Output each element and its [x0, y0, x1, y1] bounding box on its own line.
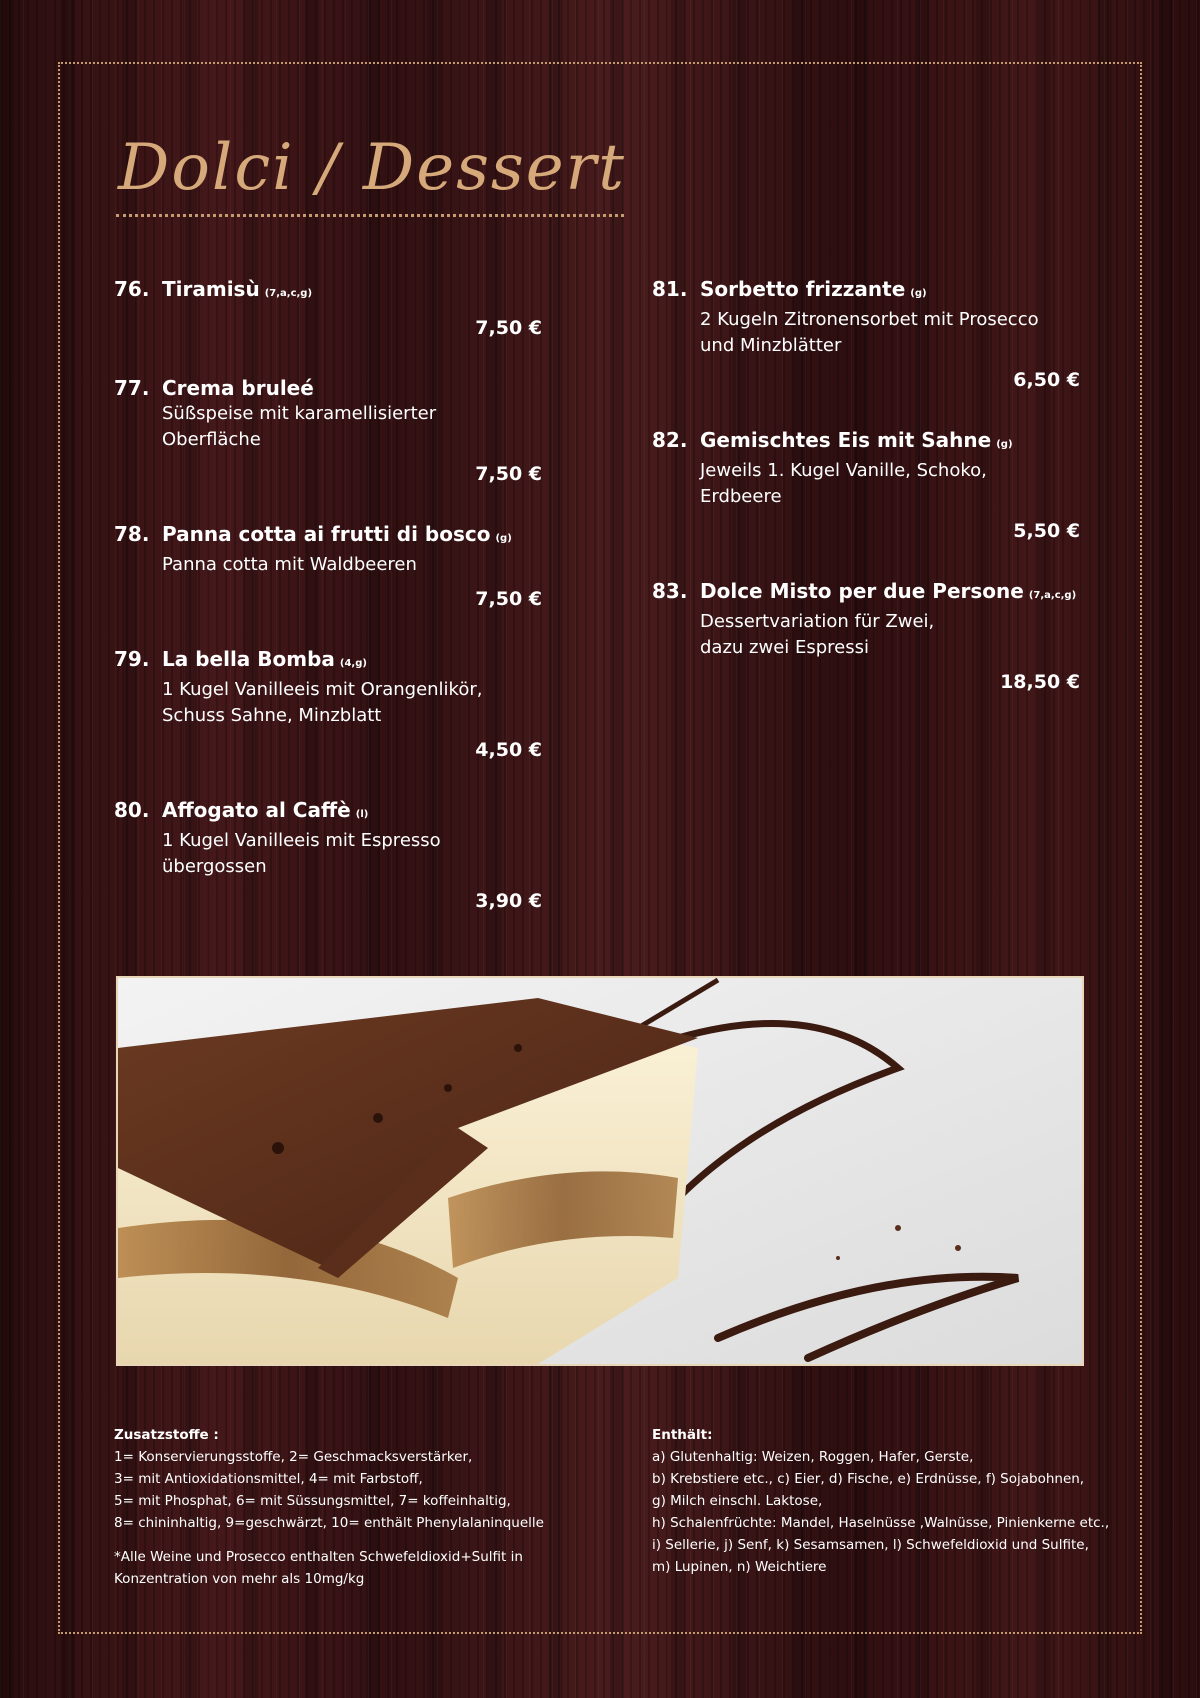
item-number: 80. — [114, 798, 150, 822]
menu-item — [114, 375, 554, 487]
additive-line: 8= chininhaltig, 9=geschwärzt, 10= enthält Phenylalaninquelle — [114, 1515, 544, 1531]
allergen-codes: (4,g) — [339, 658, 367, 669]
item-description-line: Jeweils 1. Kugel Vanille, Schoko, — [700, 460, 987, 481]
allergen-line: g) Milch einschl. Laktose, — [652, 1493, 823, 1509]
additives-title: Zusatzstoffe : — [114, 1427, 219, 1443]
menu-item-header — [114, 276, 554, 307]
allergen-codes: (g) — [910, 288, 927, 299]
item-description-line: Panna cotta mit Waldbeeren — [162, 554, 417, 575]
item-description-line: und Minzblätter — [700, 335, 842, 356]
additives-legend — [114, 1424, 584, 1590]
allergen-codes: (g) — [495, 533, 512, 544]
item-name: Sorbetto frizzante — [700, 277, 906, 301]
item-number: 76. — [114, 277, 150, 301]
item-description-line: Süßspeise mit karamellisierter — [162, 403, 437, 424]
menu-item-header — [114, 646, 554, 677]
item-price: 7,50 € — [475, 317, 542, 339]
additive-line: 5= mit Phosphat, 6= mit Süssungsmittel, 7= koffeinhaltig, — [114, 1493, 511, 1509]
item-name: Tiramisù — [162, 277, 260, 301]
item-name: Dolce Misto per due Persone — [700, 579, 1024, 603]
item-number: 79. — [114, 647, 150, 671]
item-name: La bella Bomba — [162, 647, 335, 671]
item-number: 82. — [652, 428, 688, 452]
menu-item — [114, 646, 554, 763]
menu-item — [652, 578, 1092, 695]
item-description-line: 1 Kugel Vanilleeis mit Espresso — [162, 830, 441, 851]
menu-item — [114, 521, 554, 612]
item-description-line: dazu zwei Espressi — [700, 637, 870, 658]
item-name: Crema bruleé — [162, 376, 314, 400]
item-price: 7,50 € — [475, 463, 542, 485]
additive-line: 3= mit Antioxidationsmittel, 4= mit Farbstoff, — [114, 1471, 423, 1487]
additives-lines — [114, 1446, 584, 1534]
item-name: Panna cotta ai frutti di bosco — [162, 522, 491, 546]
menu-item-header — [652, 427, 1092, 458]
item-price: 3,90 € — [475, 890, 542, 912]
menu-column-left — [114, 276, 554, 948]
allergen-line: a) Glutenhaltig: Weizen, Roggen, Hafer, Gerste, — [652, 1449, 974, 1465]
title-underline — [116, 214, 624, 217]
item-price: 7,50 € — [475, 588, 542, 610]
allergen-line: m) Lupinen, n) Weichtiere — [652, 1559, 827, 1575]
item-price: 6,50 € — [1013, 369, 1080, 391]
allergen-codes: (l) — [355, 809, 369, 820]
additive-line: 1= Konservierungsstoffe, 2= Geschmacksverstärker, — [114, 1449, 473, 1465]
wine-sulfite-note: *Alle Weine und Prosecco enthalten Schwefeldioxid+Sulfit in Konzentration von mehr als 10mg/kg — [114, 1549, 523, 1587]
menu-item-header — [114, 375, 554, 401]
menu-item — [652, 427, 1092, 544]
item-price: 4,50 € — [475, 739, 542, 761]
menu-item-header — [652, 276, 1092, 307]
page-title: Dolci / Dessert — [118, 131, 626, 205]
allergens-title: Enthält: — [652, 1427, 713, 1443]
menu-item-header — [114, 521, 554, 552]
item-name: Affogato al Caffè — [162, 798, 351, 822]
item-name: Gemischtes Eis mit Sahne — [700, 428, 992, 452]
menu-item-header — [114, 797, 554, 828]
allergens-legend — [652, 1424, 1112, 1578]
item-number: 83. — [652, 579, 688, 603]
menu-column-right — [652, 276, 1092, 729]
allergens-lines — [652, 1446, 1112, 1578]
item-description-line: Dessertvariation für Zwei, — [700, 611, 935, 632]
item-description-line: Erdbeere — [700, 486, 782, 507]
menu-item — [114, 797, 554, 914]
item-price: 18,50 € — [1000, 671, 1080, 693]
item-number: 77. — [114, 376, 150, 400]
item-price: 5,50 € — [1013, 520, 1080, 542]
item-description-line: Schuss Sahne, Minzblatt — [162, 705, 382, 726]
item-description-line: Oberfläche — [162, 429, 261, 450]
allergen-codes: (7,a,c,g) — [264, 288, 313, 299]
item-description-line: übergossen — [162, 856, 267, 877]
menu-item — [114, 276, 554, 341]
allergen-line: i) Sellerie, j) Senf, k) Sesamsamen, l) Schwefeldioxid und Sulfite, — [652, 1537, 1089, 1553]
allergen-line: b) Krebstiere etc., c) Eier, d) Fische, e) Erdnüsse, f) Sojabohnen, — [652, 1471, 1085, 1487]
item-description-line: 2 Kugeln Zitronensorbet mit Prosecco — [700, 309, 1039, 330]
item-description-line: 1 Kugel Vanilleeis mit Orangenlikör, — [162, 679, 483, 700]
item-number: 81. — [652, 277, 688, 301]
allergen-codes: (7,a,c,g) — [1028, 590, 1077, 601]
allergen-codes: (g) — [996, 439, 1013, 450]
allergen-line: h) Schalenfrüchte: Mandel, Haselnüsse ,Walnüsse, Pinienkerne etc., — [652, 1515, 1110, 1531]
menu-item — [652, 276, 1092, 393]
tiramisu-photo — [116, 976, 1084, 1366]
item-number: 78. — [114, 522, 150, 546]
menu-item-header — [652, 578, 1092, 609]
